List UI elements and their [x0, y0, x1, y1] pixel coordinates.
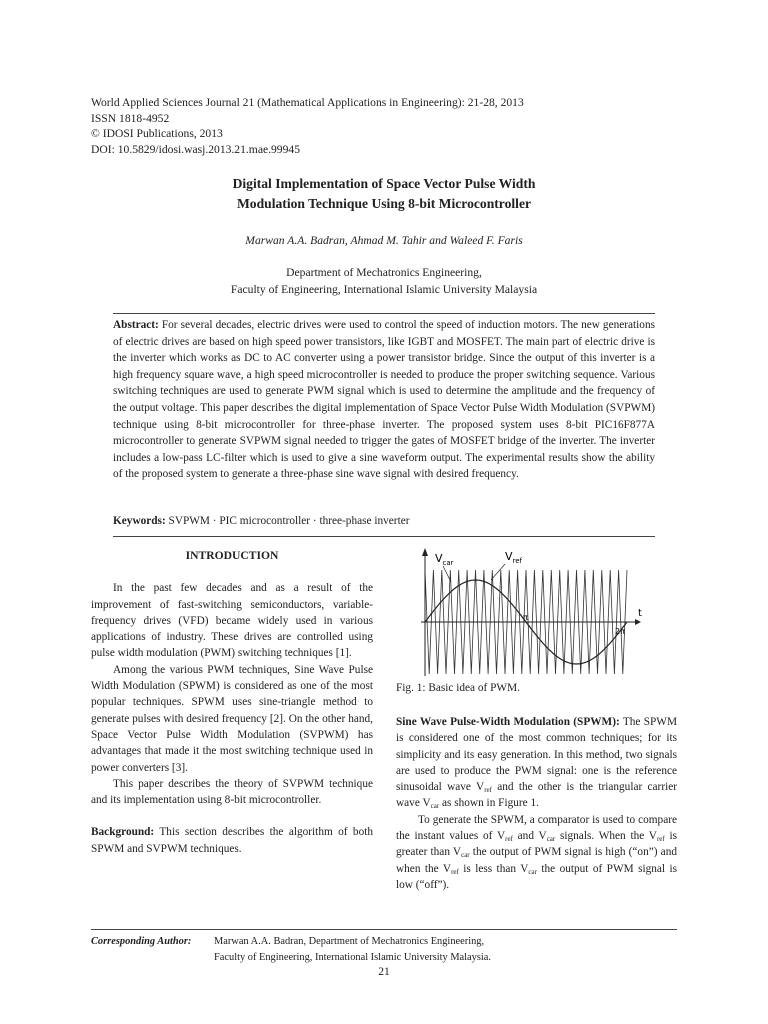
- left-column: [91, 548, 373, 857]
- introduction-heading: INTRODUCTION: [185, 549, 279, 562]
- abstract-text: For several decades, electric drives were used to control the speed of induction motors. The new generations of electric drives are based on high speed power transistors, like IGBT and MOSFET. The main part of electric drive is the inverter which works as DC to AC converter using a power transistor bridge. Since the output of this inverter is a high frequency square wave, a high speed microcontroller is needed to produce the proper switching sequence. Various switching techniques are used to generate PWM signal which is used to determine the amplitude and the frequency of the output voltage. This paper describes the digital implementation of Space Vector Pulse Width Modulation (SVPWM) technique using 8-bit microcontroller for three-phase inverter. The proposed system uses 8-bit PIC16F877A microcontroller to generate SVPWM signal needed to trigger the gates of MOSFET bridge of the inverter. The inverter includes a low-pass LC-filter which is used to give a sine waveform output. The experimental results show the ability of the proposed system to generate a three-phase sine wave signal with desired frequency.: [113, 319, 655, 481]
- corresponding-author-label: Corresponding Author:: [91, 936, 192, 947]
- t-axis-label: t: [638, 608, 642, 619]
- vref-label: $V_{ref}$: [505, 550, 523, 565]
- abstract-bottom-rule: [113, 536, 655, 537]
- x-axis-arrow: [635, 619, 641, 625]
- paper-title-line2: Modulation Technique Using 8-bit Microcontroller: [236, 196, 532, 211]
- abstract-label: Abstract:: [113, 319, 159, 331]
- corresponding-author-line2: Faculty of Engineering, International Islamic University Malaysia.: [214, 951, 492, 963]
- background-paragraph: [91, 824, 373, 857]
- affiliation-line2: Faculty of Engineering, International Islamic University Malaysia: [230, 283, 538, 296]
- footer-rule: [91, 929, 677, 930]
- pwm-figure: [405, 546, 645, 680]
- journal-citation: World Applied Sciences Journal 21 (Mathematical Applications in Engineering): 21-28, 2013: [91, 96, 524, 109]
- corresponding-author-note: [91, 934, 491, 965]
- abstract-top-rule: [113, 313, 655, 314]
- paper-affiliation: [0, 264, 768, 298]
- two-pi-tick-label: 2π: [615, 627, 625, 636]
- background-text: This section describes the algorithm of both SPWM and SVPWM techniques.: [91, 826, 374, 855]
- journal-copyright: © IDOSI Publications, 2013: [91, 127, 223, 141]
- vcar-label: $V_{car}$: [435, 552, 454, 567]
- abstract-block: [113, 317, 655, 483]
- keywords-line: [113, 515, 409, 527]
- keywords-label: Keywords:: [113, 515, 166, 527]
- spwm-heading: Sine Wave Pulse-Width Modulation (SPWM):: [396, 716, 620, 728]
- paper-title: [0, 174, 768, 214]
- pi-tick-label: π: [523, 613, 528, 622]
- page-number: 21: [378, 965, 390, 978]
- intro-paragraph-1: In the past few decades and as a result of the improvement of fast-switching semiconductors, variable-frequency drives (VFD) became widely used in various applications of industry. These drives are controlled using pulse width modulation (PWM) switching techniques [1].: [91, 582, 373, 660]
- intro-paragraph-3: This paper describes the theory of SVPWM technique and its implementation using 8-bit microcontroller.: [91, 777, 373, 807]
- affiliation-line1: Department of Mechatronics Engineering,: [286, 266, 482, 279]
- figure-caption: Fig. 1: Basic idea of PWM.: [396, 682, 520, 694]
- keywords-text: SVPWM · PIC microcontroller · three-phase inverter: [168, 515, 410, 527]
- spwm-paragraph: Sine Wave Pulse-Width Modulation (SPWM): The SPWM is considered one of the most common techniques; for its simplicity and its easy generation. In this method, two signals are used to produce the PWM signal: one is the reference sinusoidal wave $V_{ref}$ and the other is the triangular carrier wave $V_{car}$ as shown in Figure 1.: [396, 716, 677, 811]
- background-label: Background:: [91, 826, 155, 839]
- journal-issn: ISSN 1818-4952: [91, 111, 170, 125]
- right-column: [396, 714, 677, 893]
- intro-paragraph-2: Among the various PWM techniques, Sine Wave Pulse Width Modulation (SPWM) is considered as one of the most popular techniques. SPWM uses sine-triangle method to generate pulses with desired frequency [2]. On the other hand, Space Vector Pulse Width Modulation (SVPWM) has advantages that made it the most switching technique used in power converters [3].: [91, 663, 373, 774]
- corresponding-author-line1: Marwan A.A. Badran, Department of Mechatronics Engineering,: [214, 936, 485, 947]
- y-axis-arrow: [422, 548, 428, 556]
- journal-header: [91, 95, 524, 157]
- paper-title-line1: Digital Implementation of Space Vector Pulse Width: [232, 176, 536, 191]
- vref-pointer: [491, 564, 505, 580]
- spwm-generation-paragraph: To generate the SPWM, a comparator is used to compare the instant values of $V_{ref}$ and $V_{car}$ signals. When the $V_{ref}$ is greater than $V_{car}$ the output of PWM signal is high (“on”) and when the $V_{ref}$ is less than $V_{car}$ the output of PWM signal is low (“off”).: [396, 813, 678, 891]
- journal-doi: DOI: 10.5829/idosi.wasj.2013.21.mae.99945: [91, 142, 300, 156]
- paper-authors: Marwan A.A. Badran, Ahmad M. Tahir and Waleed F. Faris: [245, 234, 523, 247]
